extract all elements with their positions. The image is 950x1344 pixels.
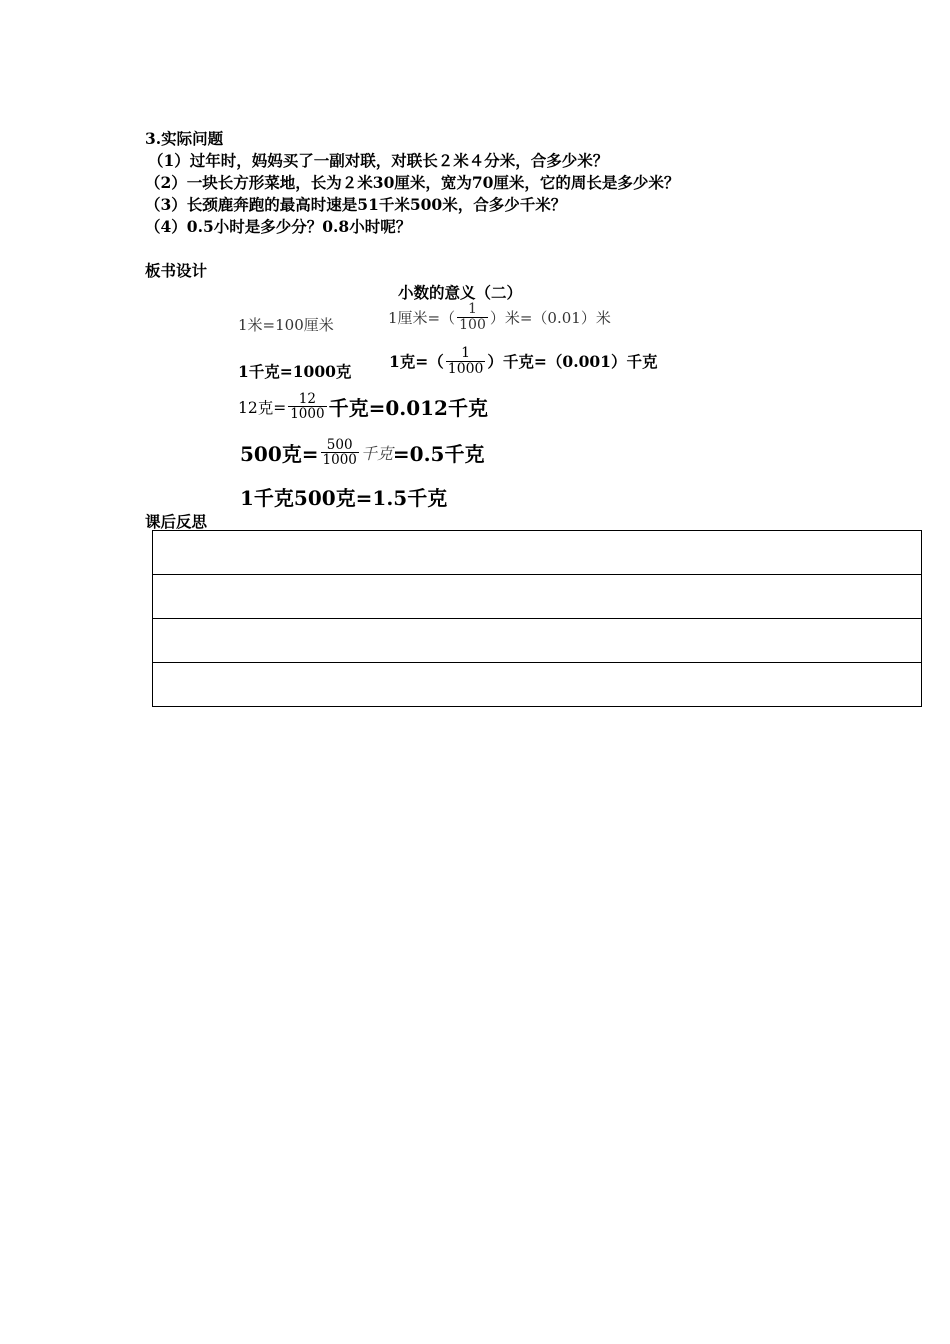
reflection-heading: 课后反思	[145, 512, 208, 531]
reflection-cell[interactable]	[153, 575, 922, 619]
reflection-row	[153, 575, 922, 619]
board-row-1-left: 1米=100厘米	[238, 316, 334, 334]
board-row-3	[238, 392, 488, 421]
board-row-2-mid	[389, 346, 657, 376]
reflection-cell[interactable]	[153, 663, 922, 707]
reflection-row	[153, 663, 922, 707]
fraction-1-1000	[446, 346, 486, 376]
fraction-numerator: 1	[461, 345, 471, 361]
board-row-4-post: =0.5千克	[392, 442, 485, 467]
reflection-table	[152, 530, 922, 707]
reflection-row	[153, 619, 922, 663]
board-row-1-pre: 1厘米=（	[388, 308, 456, 327]
fraction-numerator: 1	[468, 301, 477, 317]
board-row-2-left: 1千克=1000克	[238, 362, 352, 381]
fraction-500-1000	[321, 438, 359, 467]
board-heading: 板书设计	[145, 261, 208, 280]
board-row-3-pre: 12克=	[238, 398, 287, 417]
board-row-4	[240, 438, 484, 467]
section3-heading: 3.实际问题	[145, 129, 224, 148]
fraction-numerator: 500	[326, 437, 353, 453]
board-row-5: 1千克500克=1.5千克	[240, 486, 448, 510]
reflection-cell[interactable]	[153, 531, 922, 575]
fraction-denominator: 1000	[290, 406, 325, 423]
board-row-3-post: 千克=0.012千克	[328, 396, 488, 421]
question-2: （2）一块长方形菜地，长为２米30厘米，宽为70厘米，它的周长是多少米？	[145, 173, 680, 192]
fraction-denominator: 1000	[447, 360, 484, 377]
fraction-1-100	[457, 302, 488, 332]
board-row-2-pre: 1克=（	[389, 352, 444, 372]
fraction-denominator: 100	[459, 316, 486, 333]
question-1: （1）过年时，妈妈买了一副对联，对联长２米４分米，合多少米？	[148, 151, 609, 170]
fraction-12-1000	[288, 392, 326, 421]
board-row-4-unit: 千克	[360, 444, 393, 464]
question-4: （4）0.5小时是多少分？0.8小时呢？	[145, 217, 412, 236]
fraction-numerator: 12	[298, 391, 316, 407]
reflection-cell[interactable]	[153, 619, 922, 663]
board-row-1-mid	[388, 302, 611, 332]
board-row-2-post: ）千克=（0.001）千克	[487, 352, 658, 372]
question-3: （3）长颈鹿奔跑的最高时速是51千米500米，合多少千米？	[145, 195, 567, 214]
fraction-denominator: 1000	[322, 452, 357, 469]
board-row-1-post: ）米=（0.01）米	[489, 308, 611, 327]
board-row-4-pre: 500克=	[240, 442, 319, 467]
board-title: 小数的意义（二）	[398, 283, 523, 302]
reflection-row	[153, 531, 922, 575]
